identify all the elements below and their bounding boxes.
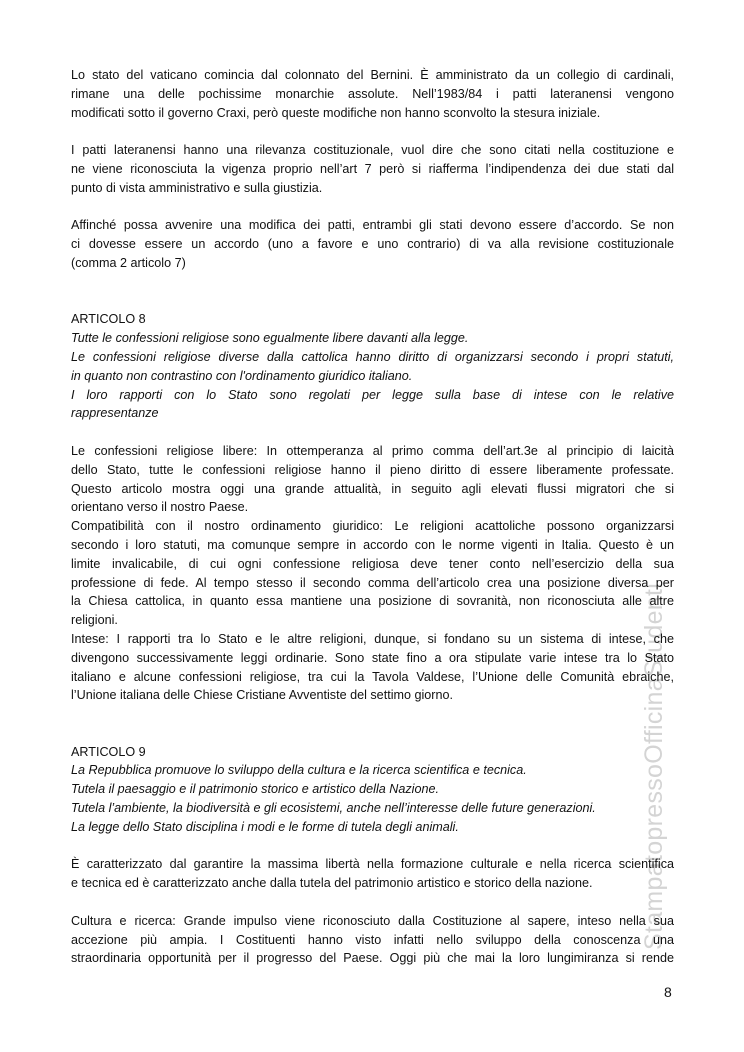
- text-line: limite invalicabile, di cui ogni confessione religiosa deve tener conto nell’esercizio della sua: [71, 556, 674, 571]
- article-text: [71, 329, 674, 423]
- text-line: rimane una delle pochissime monarchie assolute. Nell’1983/84 i patti lateranensi vengono: [71, 86, 674, 101]
- text-line: l’Unione italiana delle Chiese Cristiane Avventiste del settimo giorno.: [71, 688, 453, 703]
- text-line: punto di vista amministrativo e sulla giustizia.: [71, 180, 323, 195]
- text-line: dello Stato, tutte le confessioni religiose hanno il pieno diritto di essere liberamente professate.: [71, 462, 674, 477]
- watermark: StampatopressoOfficinaStudenti: [640, 582, 668, 950]
- paragraph: [71, 855, 674, 893]
- text-line: Cultura e ricerca: Grande impulso viene riconosciuto dalla Costituzione al sapere, inteso nella sua: [71, 913, 674, 928]
- paragraph: [71, 66, 674, 122]
- text-line: I loro rapporti con lo Stato sono regolati per legge sulla base di intese con le relative: [71, 387, 674, 402]
- page-number: 8: [664, 984, 672, 1000]
- text-line: Questo articolo mostra oggi una grande attualità, in seguito agli elevati flussi migratori che si: [71, 481, 674, 496]
- text-line: e tecnica ed è caratterizzato anche dalla tutela del patrimonio artistico e storico della nazione.: [71, 876, 593, 891]
- text-line: Tutela il paesaggio e il patrimonio storico e artistico della Nazione.: [71, 782, 439, 797]
- text-line: La legge dello Stato disciplina i modi e le forme di tutela degli animali.: [71, 819, 459, 834]
- text-line: rappresentanze: [71, 406, 159, 421]
- paragraph: [71, 141, 674, 197]
- text-line: ci dovesse essere un accordo (uno a favore e uno contrario) di va alla revisione costituzionale: [71, 237, 674, 252]
- document-page: [71, 66, 674, 968]
- text-line: Lo stato del vaticano comincia dal colonnato del Bernini. È amministrato da un collegio di cardinali,: [71, 68, 674, 82]
- text-line: ne viene riconosciuta la vigenza proprio nell’art 7 però si riafferma l’indipendenza dei due stati dal: [71, 161, 674, 176]
- text-line: La Repubblica promuove lo sviluppo della cultura e la ricerca scientifica e tecnica.: [71, 763, 527, 778]
- article-text: [71, 761, 674, 836]
- article-heading: ARTICOLO 8: [71, 312, 146, 327]
- text-line: Intese: I rapporti tra lo Stato e le altre religioni, dunque, si fondano su un sistema di intese, che: [71, 631, 674, 646]
- text-line: divengono successivamente leggi ordinarie. Sono state fino a ora stipulate varie intese tra lo Stato: [71, 650, 674, 665]
- text-line: Affinché possa avvenire una modifica dei patti, entrambi gli stati devono essere d’accordo. Se non: [71, 218, 674, 233]
- paragraph: [71, 216, 674, 272]
- text-line: Compatibilità con il nostro ordinamento giuridico: Le religioni acattoliche possono organizzarsi: [71, 519, 674, 534]
- text-line: accezione più ampia. I Costituenti hanno visto infatti nello sviluppo della conoscenza una: [71, 932, 674, 947]
- text-line: orientano verso il nostro Paese.: [71, 500, 249, 515]
- text-line: la Chiesa cattolica, in quanto essa mantiene una posizione di sovranità, non riconosciuta alle altre: [71, 594, 674, 609]
- text-line: Le confessioni religiose libere: In ottemperanza al primo comma dell’art.3e al principio di laicità: [71, 443, 674, 458]
- paragraph: [71, 912, 674, 968]
- text-line: Tutela l’ambiente, la biodiversità e gli ecosistemi, anche nell’interesse delle future generazioni.: [71, 801, 596, 816]
- text-line: Le confessioni religiose diverse dalla cattolica hanno diritto di organizzarsi secondo i propri statuti,: [71, 349, 674, 364]
- article-heading: ARTICOLO 9: [71, 744, 146, 759]
- text-line: (comma 2 articolo 7): [71, 255, 186, 270]
- text-line: professione di fede. Al tempo stesso il secondo comma dell’articolo crea una posizione diversa per: [71, 575, 674, 590]
- text-line: Tutte le confessioni religiose sono egualmente libere davanti alla legge.: [71, 331, 469, 346]
- text-line: I patti lateranensi hanno una rilevanza costituzionale, vuol dire che sono citati nella costituzione e: [71, 143, 674, 158]
- text-line: in quanto non contrastino con l'ordinamento giuridico italiano.: [71, 368, 413, 383]
- text-line: modificati sotto il governo Craxi, però queste modifiche non hanno sconvolto la stesura iniziale.: [71, 105, 601, 120]
- text-line: italiano e alcune confessioni religiose, tra cui la Tavola Valdese, l’Unione delle Comunità ebraiche,: [71, 669, 674, 684]
- text-line: religioni.: [71, 613, 118, 628]
- text-line: È caratterizzato dal garantire la massima libertà nella formazione culturale e nella ricerca scientifica: [71, 857, 674, 872]
- text-line: straordinaria opportunità per il progresso del Paese. Oggi più che mai la loro lungimiranza si rende: [71, 951, 674, 966]
- paragraph: [71, 442, 674, 705]
- text-line: secondo i loro statuti, ma comunque sempre in accordo con le norme vigenti in Italia. Questo è un: [71, 537, 674, 552]
